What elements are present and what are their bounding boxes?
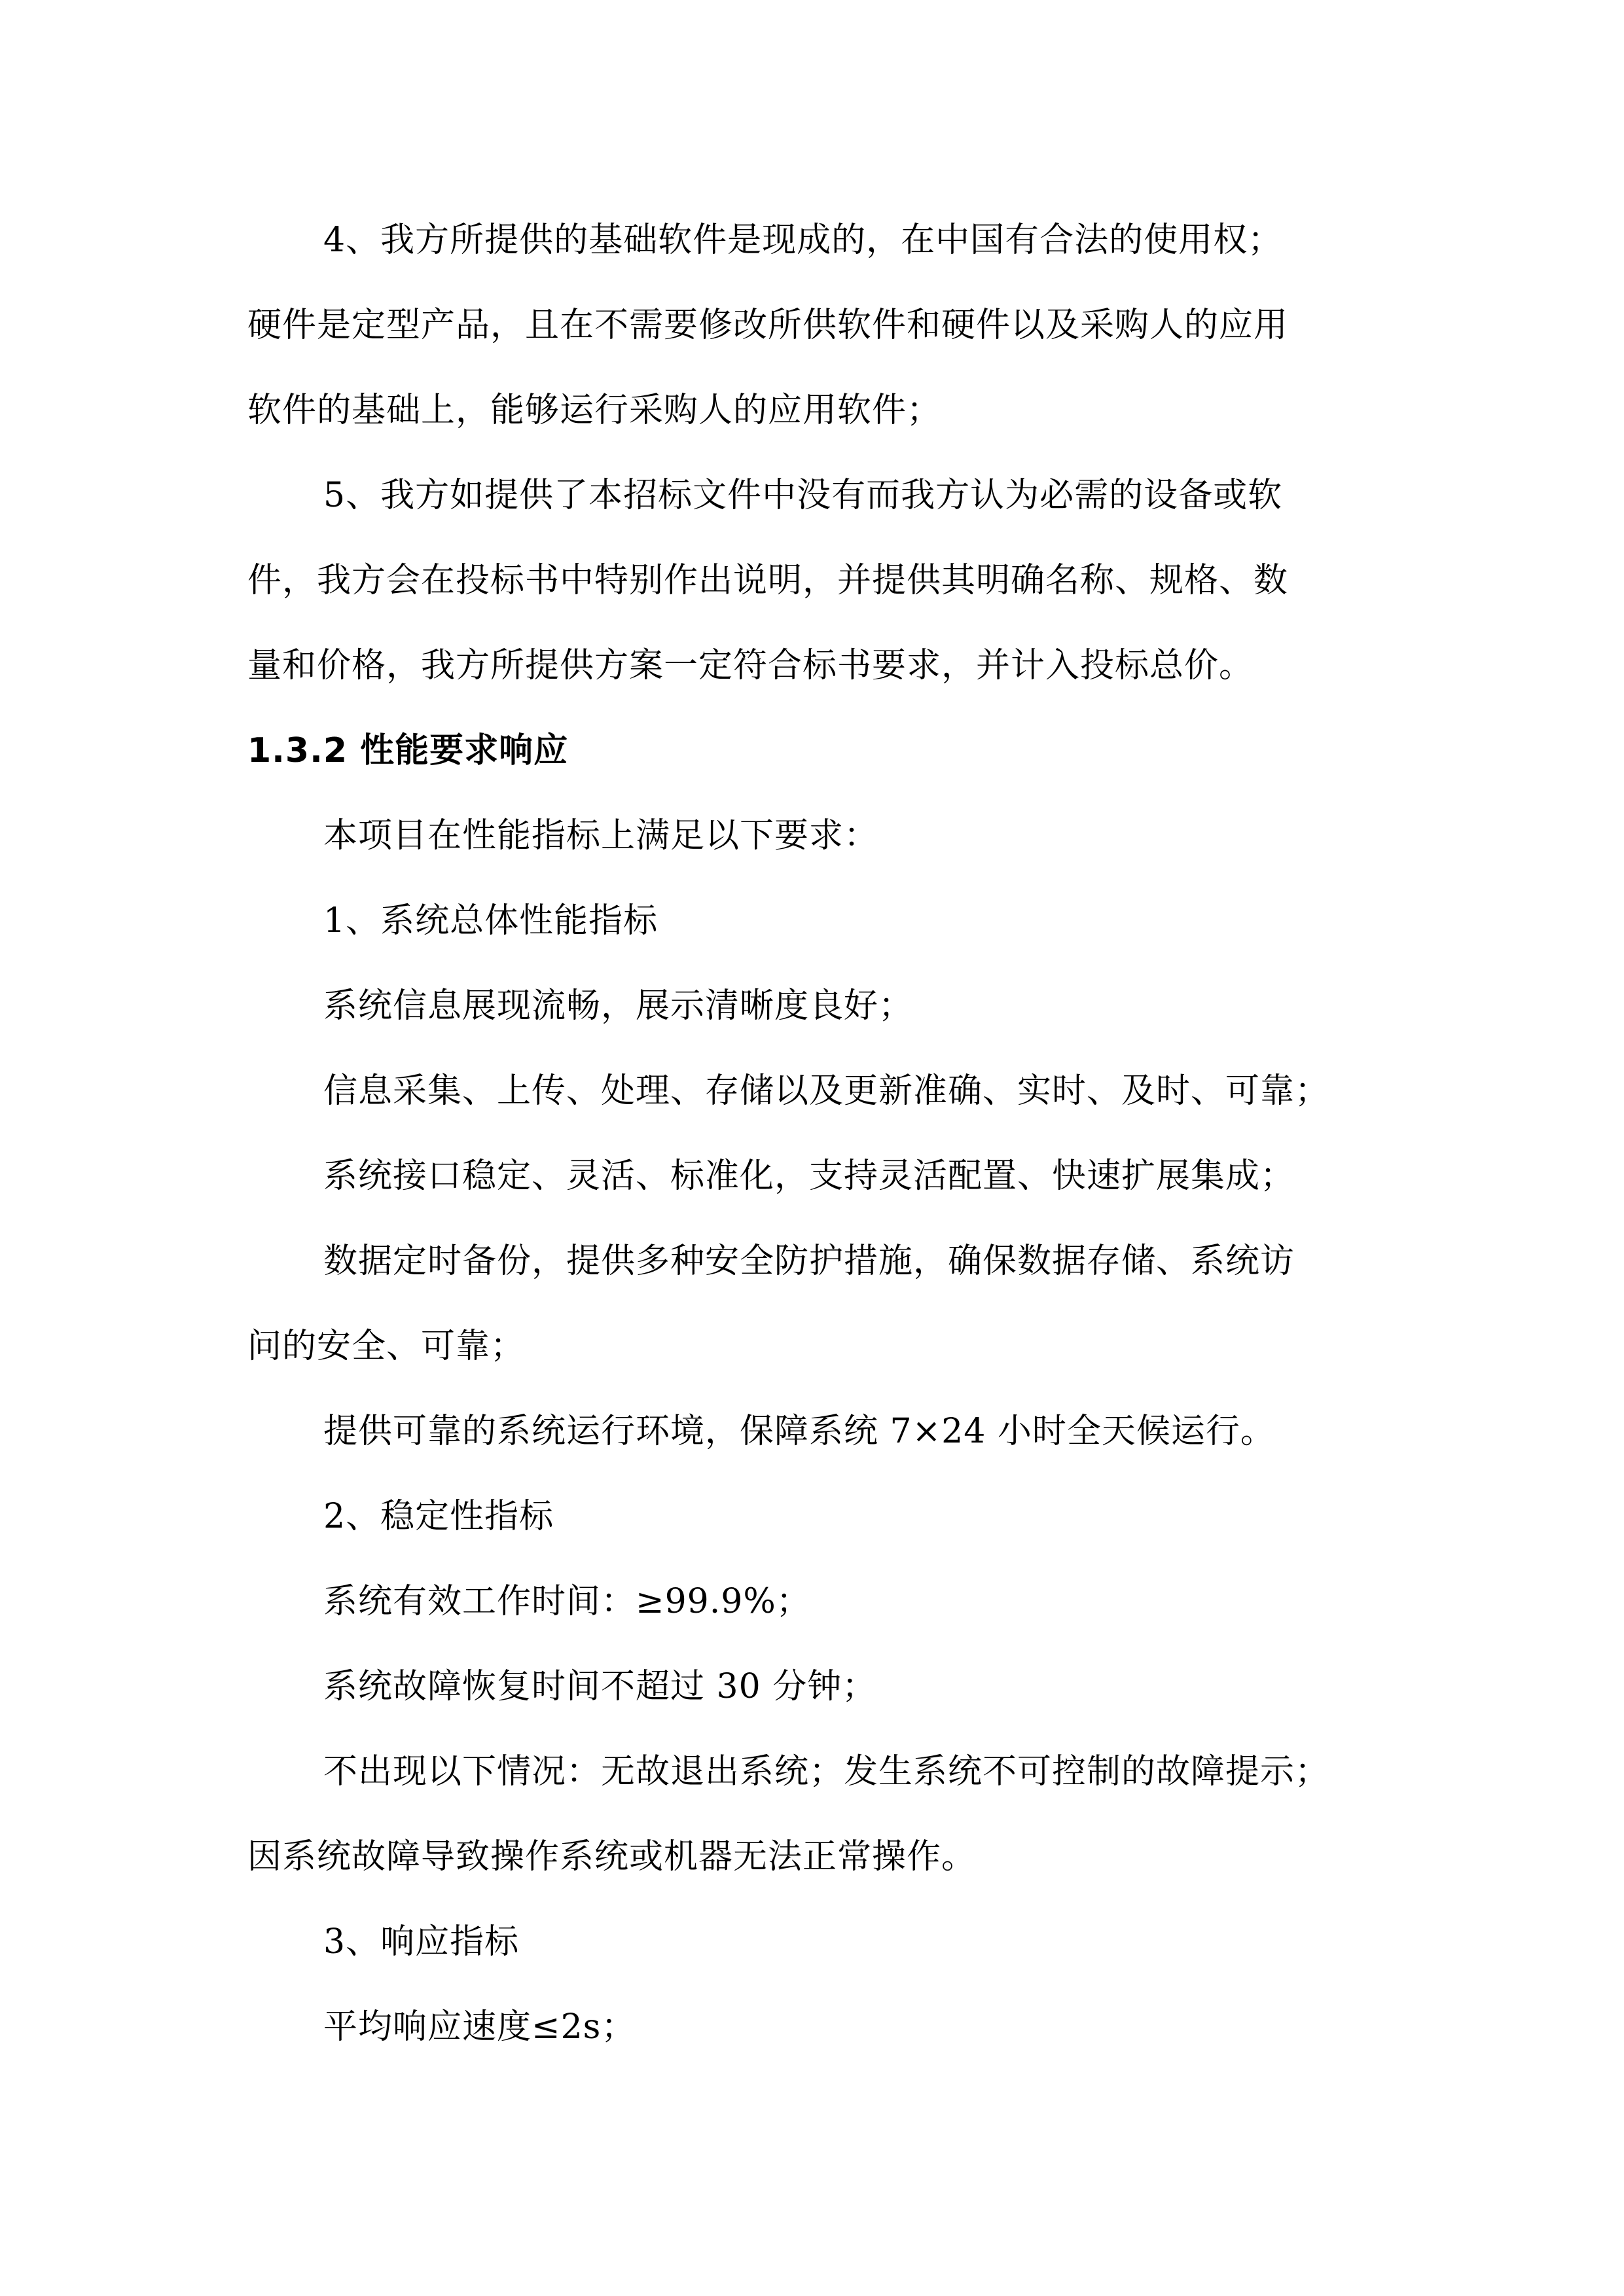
paragraph-line: 不出现以下情况：无故退出系统；发生系统不可控制的故障提示； (323, 1752, 1330, 1791)
paragraph-line: 系统信息展现流畅，展示清晰度良好； (323, 986, 914, 1026)
paragraph-line: 数据定时备份，提供多种安全防护措施，确保数据存储、系统访 (323, 1242, 1295, 1281)
paragraph-line: 系统接口稳定、灵活、标准化，支持灵活配置、快速扩展集成； (323, 1157, 1295, 1196)
paragraph-line: 硬件是定型产品，且在不需要修改所供软件和硬件以及采购人的应用 (247, 306, 1289, 345)
paragraph-line: 系统有效工作时间：≥99.9%； (323, 1582, 811, 1621)
paragraph-line: 4、我方所提供的基础软件是现成的，在中国有合法的使用权； (323, 221, 1283, 260)
paragraph-line: 本项目在性能指标上满足以下要求： (323, 816, 879, 855)
paragraph-line: 件，我方会在投标书中特别作出说明，并提供其明确名称、规格、数 (247, 561, 1289, 600)
paragraph-line: 问的安全、可靠； (247, 1327, 526, 1366)
paragraph-line: 提供可靠的系统运行环境，保障系统 7×24 小时全天候运行。 (323, 1412, 1275, 1451)
section-heading: 1.3.2 性能要求响应 (247, 731, 569, 770)
list-heading: 1、系统总体性能指标 (323, 901, 659, 941)
paragraph-line: 系统故障恢复时间不超过 30 分钟； (323, 1667, 877, 1706)
paragraph-line: 因系统故障导致操作系统或机器无法正常操作。 (247, 1837, 977, 1876)
paragraph-line: 5、我方如提供了本招标文件中没有而我方认为必需的设备或软 (323, 476, 1283, 515)
list-heading: 2、稳定性指标 (323, 1497, 554, 1536)
paragraph-line: 软件的基础上，能够运行采购人的应用软件； (247, 391, 942, 430)
list-heading: 3、响应指标 (323, 1922, 520, 1962)
paragraph-line: 平均响应速度≤2s； (323, 2007, 636, 2047)
paragraph-line: 量和价格，我方所提供方案一定符合标书要求，并计入投标总价。 (247, 646, 1254, 685)
paragraph-line: 信息采集、上传、处理、存储以及更新准确、实时、及时、可靠； (323, 1071, 1330, 1111)
